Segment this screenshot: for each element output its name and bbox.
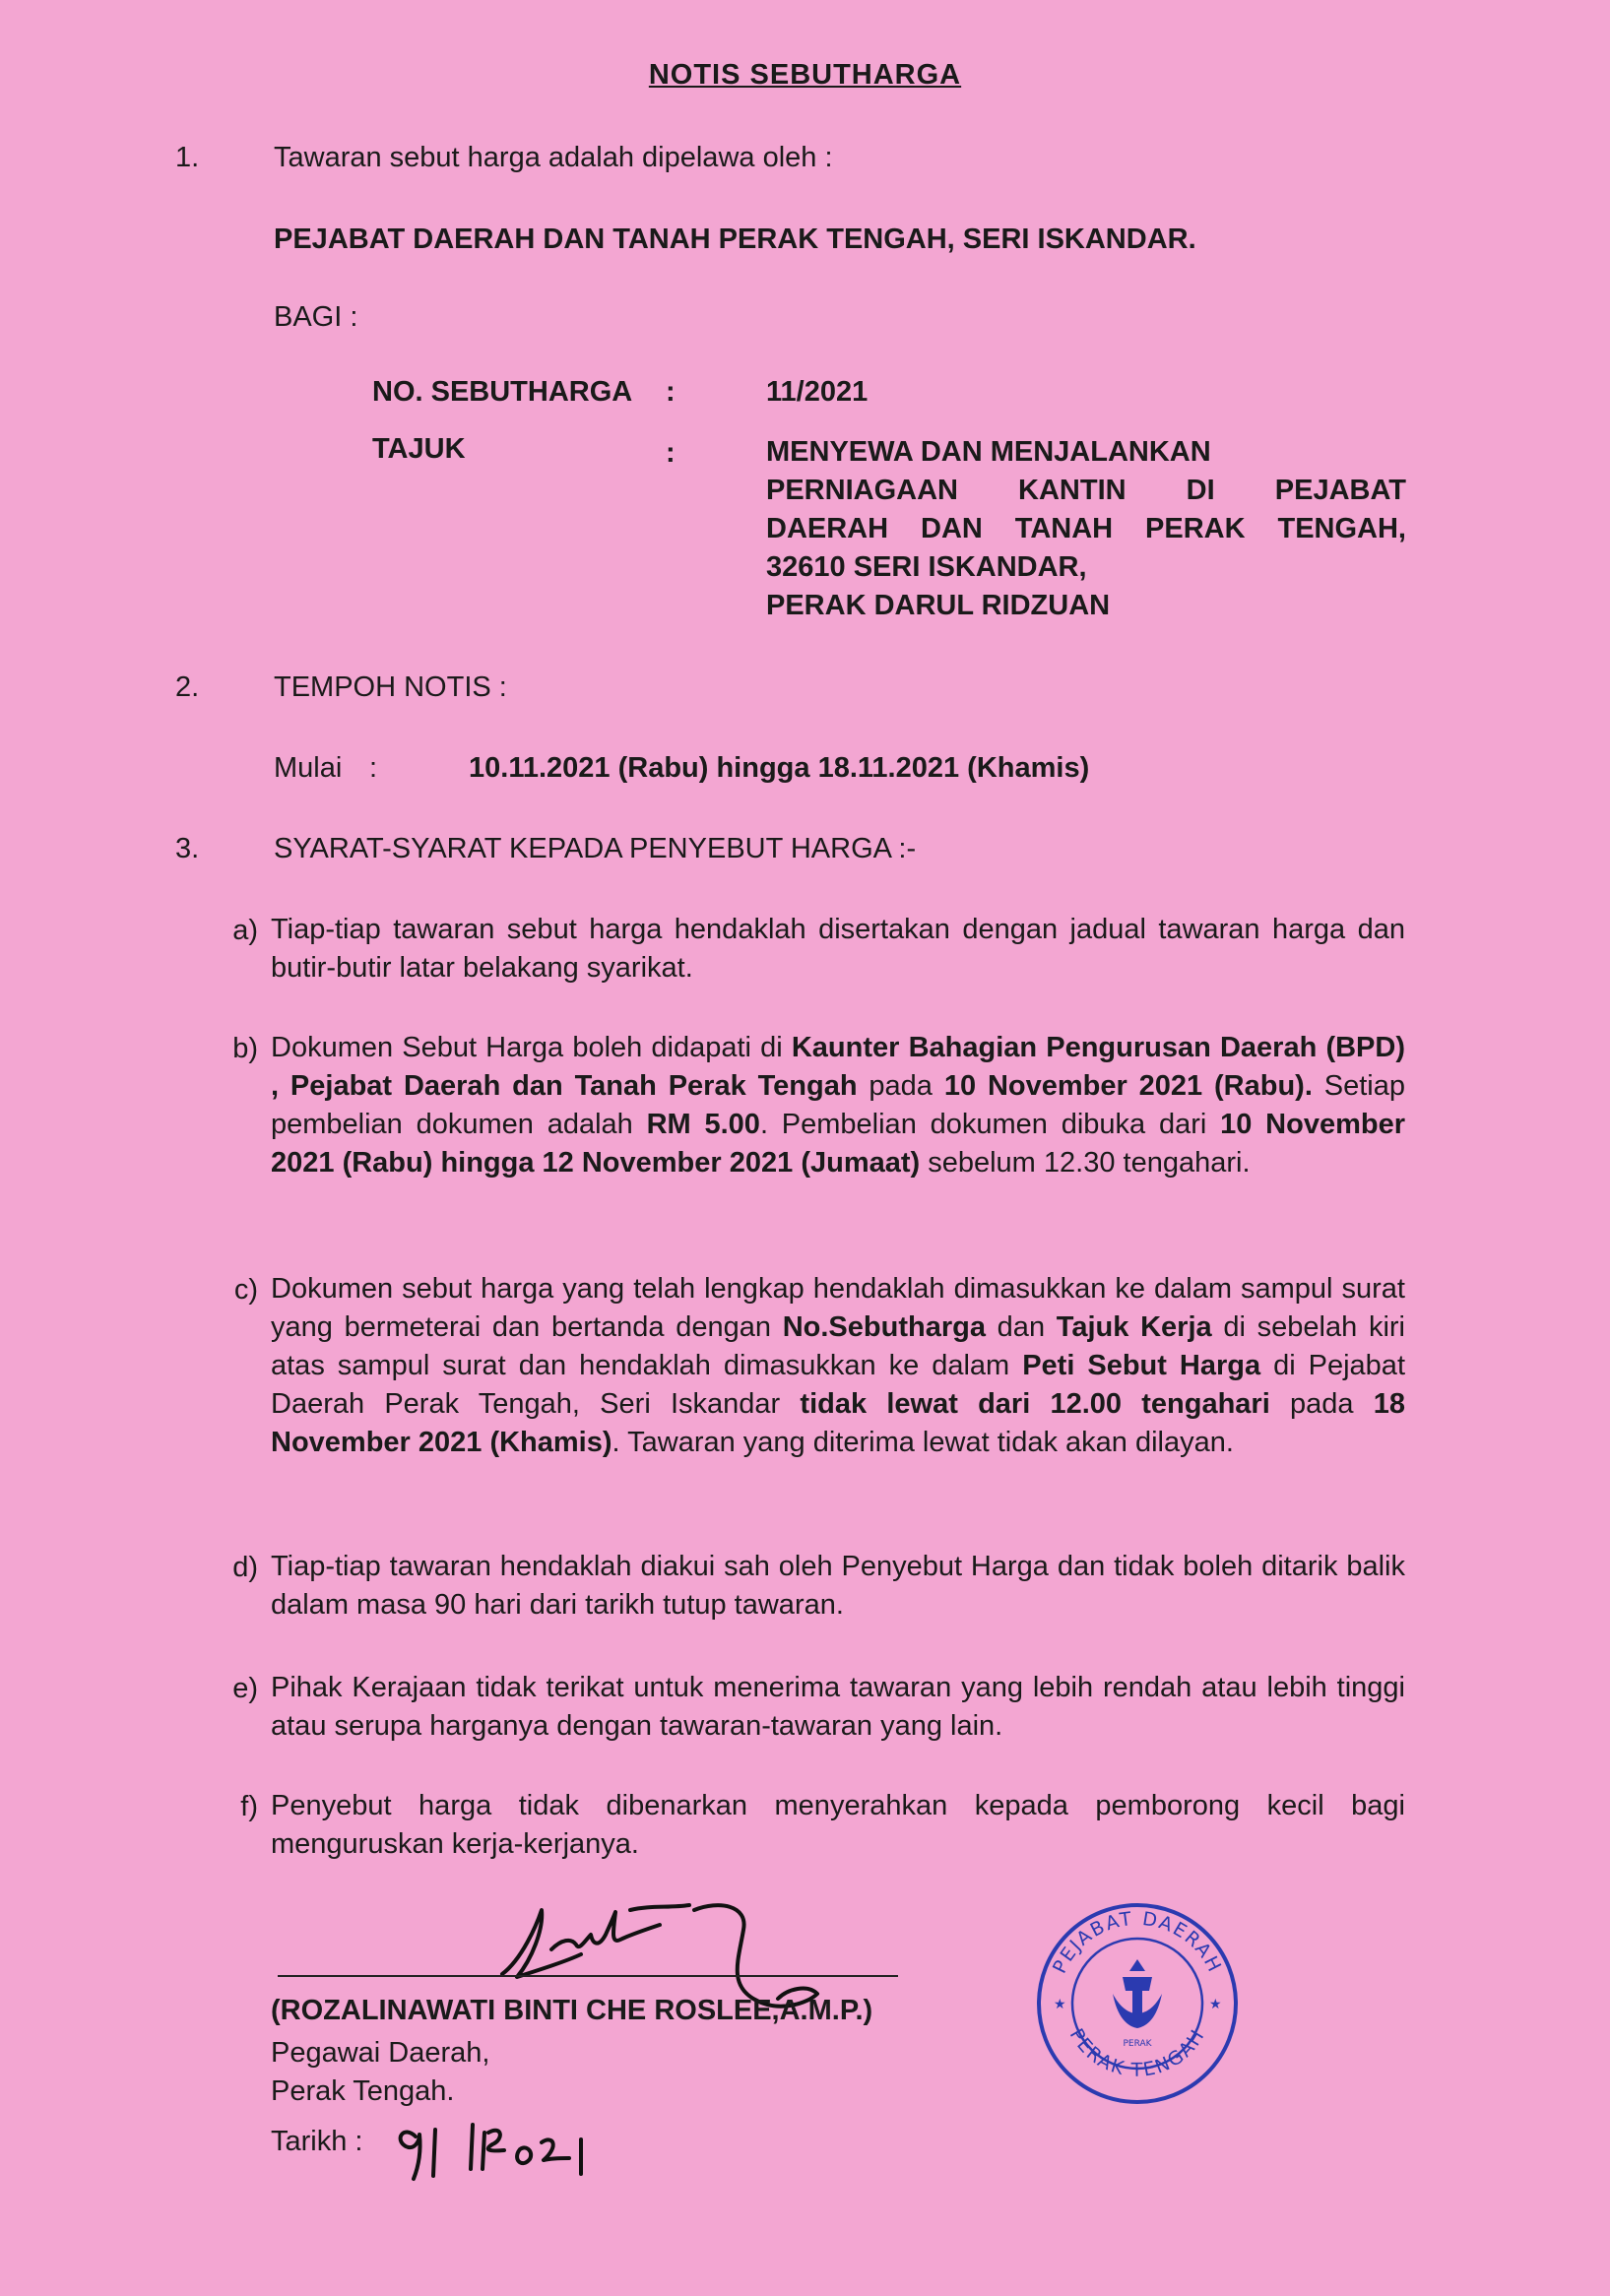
tajuk-colon: : xyxy=(666,437,676,469)
condition-a-text: Tiap-tiap tawaran sebut harga hendaklah disertakan dengan jadual tawaran harga dan butir-butir latar belakang syarikat. xyxy=(271,914,1405,984)
condition-c-part: di Pejabat Daerah Perak Tengah, Seri Iskandar xyxy=(271,1350,1405,1420)
tajuk-line: PERAK DARUL RIDZUAN xyxy=(766,590,1111,621)
condition-c-letter: c) xyxy=(233,1274,258,1306)
tarikh-label: Tarikh : xyxy=(271,2126,363,2157)
condition-e-text: Pihak Kerajaan tidak terikat untuk menerima tawaran yang lebih rendah atau lebih tinggi atau serupa harganya dengan tawaran-tawaran yang lain. xyxy=(271,1672,1405,1742)
condition-c-bold: Peti Sebut Harga xyxy=(1022,1350,1261,1381)
condition-b-bold: 10 November 2021 (Rabu) hingga 12 November 2021 (Jumaat) xyxy=(271,1109,1405,1179)
condition-f-text: Penyebut harga tidak dibenarkan menyerahkan kepada pemborong kecil bagi menguruskan kerja-kerjanya. xyxy=(271,1790,1405,1860)
official-stamp xyxy=(1034,1900,1241,2107)
condition-b-part: Setiap pembelian dokumen adalah xyxy=(271,1070,1405,1140)
section-1-number: 1. xyxy=(175,142,200,173)
condition-e-letter: e) xyxy=(232,1673,258,1704)
tajuk-line: DAERAH DAN TANAH PERAK TENGAH, xyxy=(766,513,1406,544)
condition-b-part: . Pembelian dokumen dibuka dari xyxy=(759,1109,1221,1140)
stamp-crest-icon xyxy=(1113,1959,1162,2028)
condition-d-letter: d) xyxy=(232,1552,258,1583)
tajuk-line: 32610 SERI ISKANDAR, xyxy=(766,551,1087,583)
condition-c-part: . Tawaran yang diterima lewat tidak akan dilayan. xyxy=(612,1427,1234,1458)
stamp-bottom-text: PERAK TENGAH xyxy=(1064,2024,1210,2081)
condition-c-part: Dokumen sebut harga yang telah lengkap hendaklah dimasukkan ke dalam sampul surat yang bermeterai dan bertanda dengan xyxy=(271,1273,1405,1343)
signatory-district: Perak Tengah. xyxy=(271,2075,455,2107)
condition-b-text xyxy=(271,1029,1405,1182)
handwritten-date xyxy=(394,2115,660,2184)
condition-c-part: dan xyxy=(985,1311,1057,1343)
section-3-number: 3. xyxy=(175,833,200,864)
condition-c-part: di sebelah kiri atas sampul surat dan hendaklah dimasukkan ke dalam xyxy=(271,1311,1405,1381)
organisation-name: PEJABAT DAERAH DAN TANAH PERAK TENGAH, SERI ISKANDAR. xyxy=(274,223,1196,255)
mulai-colon: : xyxy=(369,752,378,784)
condition-b-part: sebelum 12.30 tengahari. xyxy=(920,1147,1251,1179)
no-sebutharga-label: NO. SEBUTHARGA xyxy=(372,376,633,408)
condition-b-letter: b) xyxy=(232,1033,258,1064)
mulai-value: 10.11.2021 (Rabu) hingga 18.11.2021 (Khamis) xyxy=(469,752,1090,784)
tajuk-line: PERNIAGAAN KANTIN DI PEJABAT xyxy=(766,475,1406,506)
signatory-position: Pegawai Daerah, xyxy=(271,2037,490,2069)
condition-c-bold: No.Sebutharga xyxy=(782,1311,986,1343)
tajuk-block xyxy=(766,433,1406,625)
condition-b-bold: 10 November 2021 (Rabu). xyxy=(943,1070,1313,1102)
condition-b-part: Dokumen Sebut Harga boleh didapati di xyxy=(271,1032,792,1063)
bagi-label: BAGI : xyxy=(274,301,358,333)
mulai-label: Mulai xyxy=(274,752,343,784)
svg-text:★: ★ xyxy=(1054,1996,1066,2011)
condition-c-text xyxy=(271,1270,1405,1462)
condition-c-bold: 18 November 2021 (Khamis) xyxy=(271,1388,1405,1458)
section-2-number: 2. xyxy=(175,671,200,703)
no-sebutharga-colon: : xyxy=(666,376,676,408)
section-3-heading: SYARAT-SYARAT KEPADA PENYEBUT HARGA :- xyxy=(274,833,917,864)
condition-b-bold: Kaunter Bahagian Pengurusan Daerah (BPD) , Pejabat Daerah dan Tanah Perak Tengah xyxy=(271,1032,1405,1102)
condition-a-letter: a) xyxy=(232,915,258,946)
condition-c-part: pada xyxy=(1269,1388,1374,1420)
condition-d-text: Tiap-tiap tawaran hendaklah diakui sah oleh Penyebut Harga dan tidak boleh ditarik balik dalam masa 90 hari dari tarikh tutup tawaran. xyxy=(271,1551,1405,1621)
signature-line xyxy=(278,1975,898,1977)
condition-b-part: pada xyxy=(857,1070,944,1102)
condition-c-bold: Tajuk Kerja xyxy=(1056,1311,1212,1343)
condition-c-bold: tidak lewat dari 12.00 tengahari xyxy=(800,1388,1270,1420)
signatory-name: (ROZALINAWATI BINTI CHE ROSLEE,A.M.P.) xyxy=(271,1995,873,2026)
section-1-intro: Tawaran sebut harga adalah dipelawa oleh : xyxy=(274,142,833,173)
condition-f-letter: f) xyxy=(240,1791,258,1822)
condition-b-bold: RM 5.00 xyxy=(646,1109,760,1140)
no-sebutharga-value: 11/2021 xyxy=(766,376,869,408)
tajuk-label: TAJUK xyxy=(372,433,466,465)
tajuk-line: MENYEWA DAN MENJALANKAN xyxy=(766,436,1211,468)
page-title: NOTIS SEBUTHARGA xyxy=(648,59,962,91)
stamp-top-text: PEJABAT DAERAH xyxy=(1049,1907,1226,1977)
section-2-heading: TEMPOH NOTIS : xyxy=(274,671,507,703)
stamp-center-text: PERAK xyxy=(1123,2039,1152,2049)
svg-text:★: ★ xyxy=(1209,1996,1222,2011)
